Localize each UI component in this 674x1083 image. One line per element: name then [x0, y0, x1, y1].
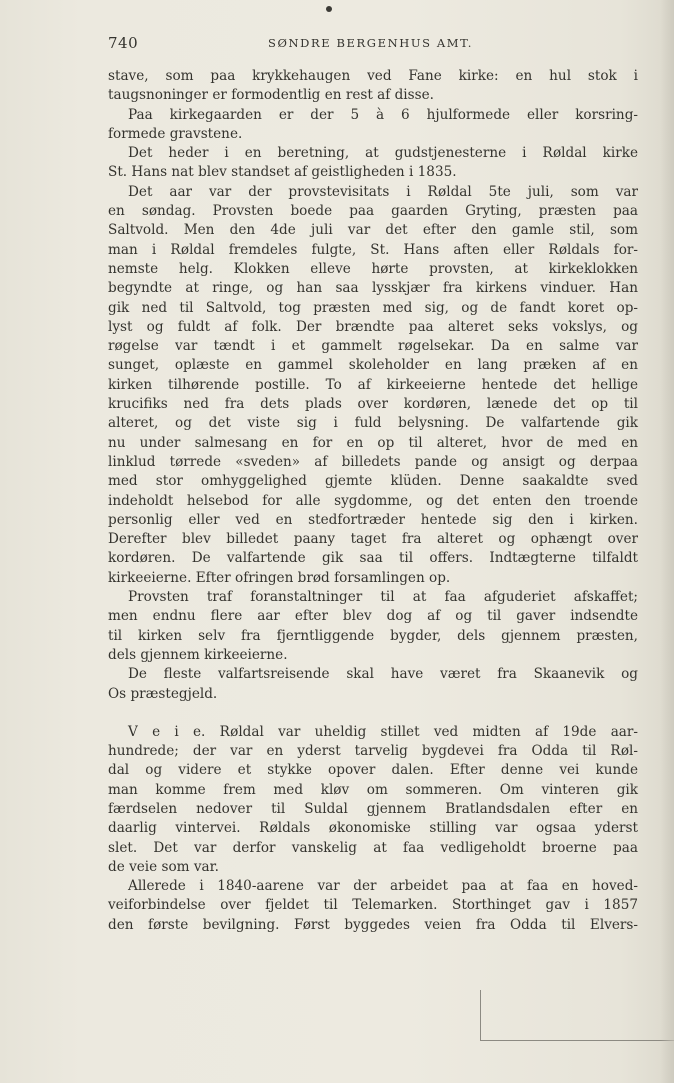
text-line: Allerede i 1840-aarene var der arbeidet paa at faa en hoved-	[128, 878, 638, 895]
text-line: nu under salmesang en for en op til alteret, hvor de med en	[108, 434, 638, 451]
text-line: linklud tørrede «sveden» af billedets pande og ansigt og derpaa	[108, 453, 638, 470]
text-line: Det heder i en beretning, at gudstjenesterne i Røldal kirke	[128, 145, 638, 162]
text-line: dal og videre et stykke opover dalen. Efter denne vei kunde	[108, 762, 638, 779]
text-line: man i Røldal fremdeles fulgte, St. Hans aften eller Røldals for-	[108, 241, 638, 258]
text-line: Derefter blev billedet paany taget fra alteret og ophængt over	[108, 531, 638, 548]
text-line: slet. Det var derfor vanskelig at faa vedligeholdt broerne paa	[108, 839, 638, 856]
text-line: men endnu flere aar efter blev dog af og til gaver indsendte	[108, 608, 638, 625]
page-edge-shadow	[660, 0, 674, 1083]
text-line: kirkeeierne. Efter ofringen brød forsamlingen op.	[108, 569, 451, 586]
text-line: dels gjennem kirkeeierne.	[108, 646, 288, 663]
page-header	[108, 34, 638, 52]
ink-mark	[326, 6, 332, 12]
text-line: sunget, oplæste en gammel skoleholder en lang præken af en	[108, 357, 638, 374]
text-line: hundrede; der var en yderst tarvelig bygdevei fra Odda til Røl-	[108, 743, 638, 760]
text-line: personlig eller ved en stedfortræder hentede sig den i kirken.	[108, 511, 638, 528]
text-line: nemste helg. Klokken elleve hørte provsten, at kirkeklokken	[108, 260, 638, 277]
text-line: røgelse var tændt i et gammelt røgelsekar. Da en salme var	[108, 338, 638, 355]
text-line: krucifiks ned fra dets plads over kordøren, lænede det op til	[108, 396, 638, 413]
text-line: den første bevilgning. Først byggedes veien fra Odda til Elvers-	[108, 916, 638, 933]
page-number: 740	[108, 34, 139, 52]
text-line: St. Hans nat blev standset af geistligheden i 1835.	[108, 164, 457, 181]
scan-frame-bottom-edge	[480, 1040, 674, 1041]
text-line: V e i e. Røldal var uheldig stillet ved midten af 19de aar-	[128, 723, 638, 740]
text-line: Provsten traf foranstaltninger til at faa afguderiet afskaffet;	[128, 589, 638, 606]
scan-frame-left-edge	[480, 990, 481, 1040]
text-line: gik ned til Saltvold, tog præsten med sig, og de fandt koret op-	[108, 299, 638, 316]
running-head: SØNDRE BERGENHUS AMT.	[268, 36, 474, 50]
text-line: de veie som var.	[108, 858, 219, 875]
text-line: De fleste valfartsreisende skal have været fra Skaanevik og	[128, 666, 638, 683]
paragraph-gap	[108, 704, 638, 723]
text-line: kirken tilhørende postille. To af kirkeeierne hentede det hellige	[108, 376, 638, 393]
text-line: kordøren. De valfartende gik saa til offers. Indtægterne tilfaldt	[108, 550, 638, 567]
text-line: Os præstegjeld.	[108, 685, 218, 702]
text-line: formede gravstene.	[108, 125, 243, 142]
text-line: en søndag. Provsten boede paa gaarden Gryting, præsten paa	[108, 203, 638, 220]
text-line: lyst og fuldt af folk. Der brændte paa alteret seks vokslys, og	[108, 318, 638, 335]
text-line: til kirken selv fra fjerntliggende bygder, dels gjennem præsten,	[108, 627, 638, 644]
text-line: Saltvold. Men den 4de juli var det efter den gamle stil, som	[108, 222, 638, 239]
text-line: alteret, og det viste sig i fuld belysning. De valfartende gik	[108, 415, 638, 432]
text-line: Det aar var der provstevisitats i Røldal 5te juli, som var	[128, 183, 638, 200]
text-line: taugsnoninger er formodentlig en rest af disse.	[108, 87, 434, 104]
text-line: veiforbindelse over fjeldet til Telemarken. Storthinget gav i 1857	[108, 897, 638, 914]
text-line: færdselen nedover til Suldal gjennem Bratlandsdalen efter en	[108, 800, 638, 817]
body-text	[108, 67, 638, 935]
text-line: med stor omhyggelighed gjemte klüden. Denne saakaldte sved	[108, 473, 638, 490]
text-line: Paa kirkegaarden er der 5 à 6 hjulformede eller korsring-	[128, 106, 638, 123]
text-line: man komme frem med kløv om sommeren. Om vinteren gik	[108, 781, 638, 798]
text-line: indeholdt helsebod for alle sygdomme, og det enten den troende	[108, 492, 638, 509]
text-line: begyndte at ringe, og han saa lysskjær fra kirkens vinduer. Han	[108, 280, 638, 297]
text-line: daarlig vintervei. Røldals økonomiske stilling var ogsaa yderst	[108, 820, 638, 837]
text-line: stave, som paa krykkehaugen ved Fane kirke: en hul stok i	[108, 68, 638, 84]
